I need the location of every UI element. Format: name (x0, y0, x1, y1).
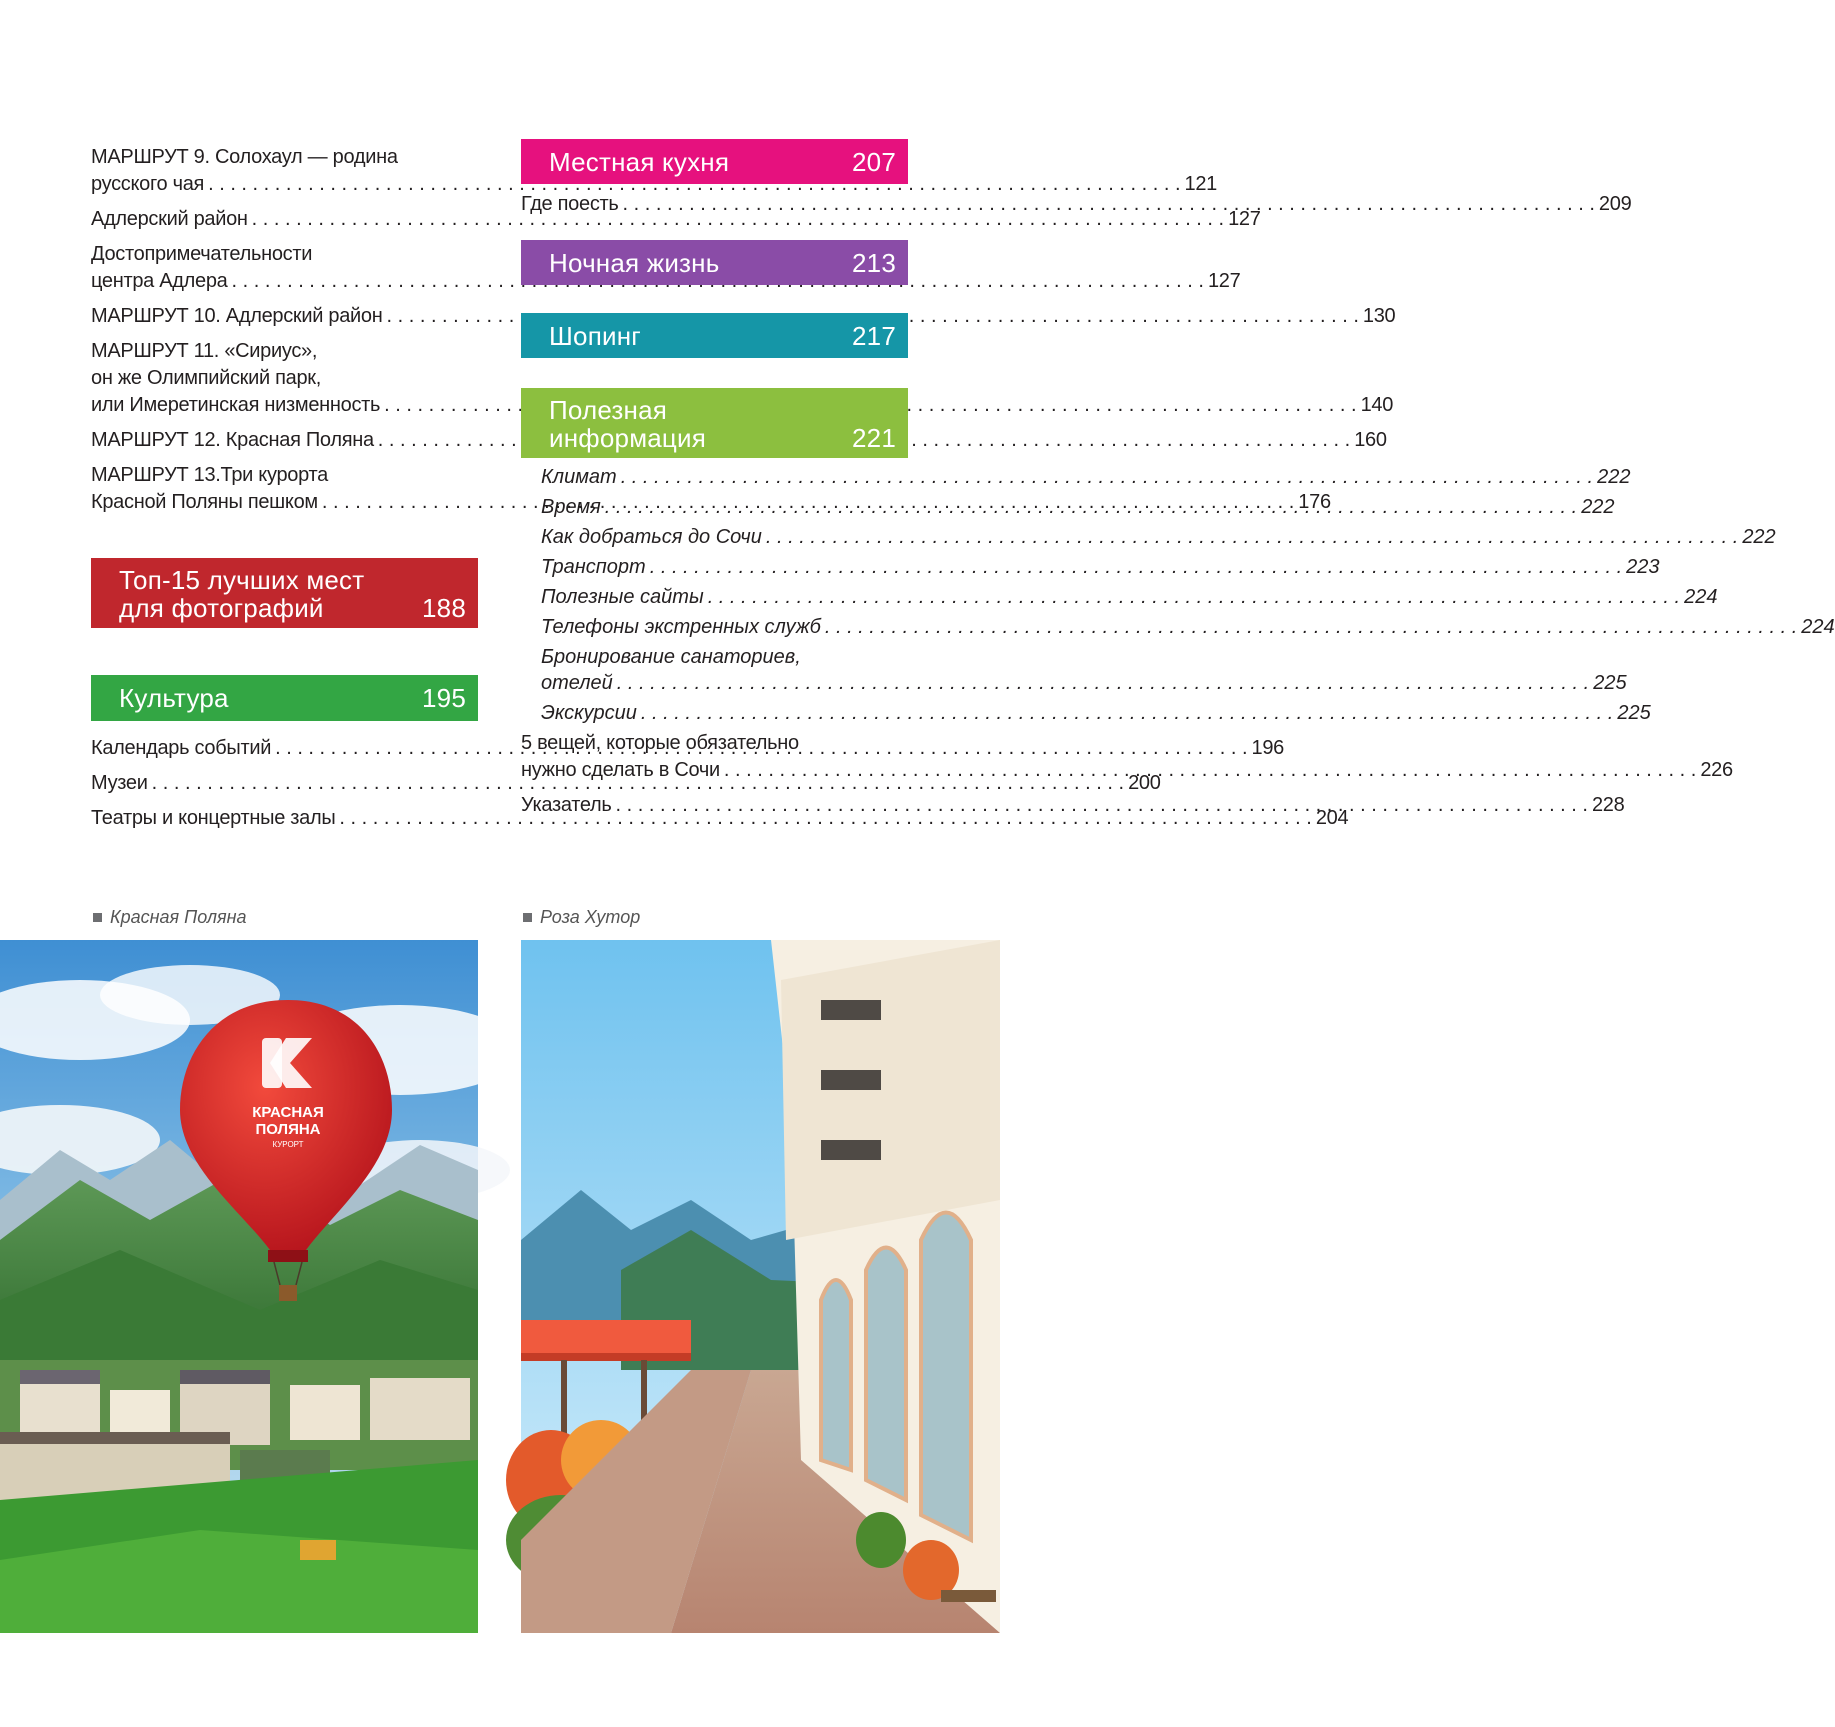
toc-subentry[interactable] (541, 524, 1776, 550)
toc-subentry-title: Транспорт (541, 556, 646, 578)
toc-page-number: 222 (1742, 526, 1776, 548)
dot-leader (825, 614, 1797, 640)
toc-subentry[interactable] (541, 464, 1631, 490)
toc-subentry-title: Время (541, 496, 601, 518)
toc-page-number: 223 (1626, 556, 1660, 578)
toc-page-number: 225 (1617, 702, 1651, 724)
balloon-photo-illustration (0, 940, 478, 1633)
toc-entry-line: МАРШРУТ 9. Солохаул — родина (91, 146, 398, 168)
toc-subentry-title: Телефоны экстренных служб (541, 616, 821, 638)
dot-leader (617, 670, 1589, 696)
banner-page-number: 188 (422, 593, 466, 623)
toc-page-number: 200 (1128, 772, 1161, 794)
toc-page-number: 196 (1251, 737, 1284, 759)
toc-subentry[interactable] (541, 670, 1627, 696)
section-banner-cuisine[interactable] (521, 139, 908, 184)
toc-entry-title: центра Адлера (91, 270, 228, 292)
toc-page-number: 140 (1360, 394, 1394, 416)
toc-subentry-title: Полезные сайты (541, 586, 704, 608)
photo-rosa-khutor (521, 940, 1000, 1633)
toc-page-number: 127 (1228, 208, 1261, 230)
dot-leader (641, 700, 1613, 726)
caption-text: Красная Поляна (110, 907, 247, 927)
toc-subentry[interactable] (541, 700, 1651, 726)
toc-page-number: 222 (1597, 466, 1631, 488)
balloon-logo-text: КРАСНАЯ (252, 1104, 324, 1121)
toc-entry-title: Адлерский район (91, 208, 248, 230)
toc-page-number: 224 (1684, 586, 1718, 608)
toc-entry-title: МАРШРУТ 12. Красная Поляна (91, 429, 374, 451)
toc-entry-title: русского чая (91, 173, 205, 195)
toc-entry-line: он же Олимпийский парк, (91, 367, 322, 389)
caption-square-icon (93, 913, 102, 922)
toc-subentry-title: отелей (541, 672, 613, 694)
toc-subentry-line: Бронирование санаториев, (541, 646, 801, 668)
banner-page-number: 207 (852, 146, 896, 177)
toc-page-number: 204 (1315, 807, 1349, 829)
toc-page-number: 127 (1207, 270, 1241, 292)
banner-page-number: 221 (852, 423, 896, 453)
dot-leader (623, 191, 1595, 218)
toc-entry-title: Указатель (521, 794, 612, 816)
banner-title: Шопинг (549, 320, 641, 351)
banner-page-number: 213 (852, 247, 896, 278)
toc-entry-title: Где поесть (521, 193, 619, 215)
dot-leader (766, 524, 1738, 550)
photo-caption-left (93, 907, 247, 928)
toc-page-number: 160 (1354, 429, 1387, 451)
toc-entry-line: Достопримечательности (91, 243, 313, 265)
banner-title-line: Полезная (549, 395, 668, 425)
toc-subentry[interactable] (541, 614, 1835, 640)
dot-leader (605, 494, 1577, 520)
toc-entry-title: нужно сделать в Сочи (521, 759, 720, 781)
toc-subentry-title: Экскурсии (541, 702, 637, 724)
balloon-logo-text: ПОЛЯНА (255, 1121, 321, 1138)
toc-subentry-title: Как добраться до Сочи (541, 526, 762, 548)
balloon-logo-text: КУРОРТ (272, 1140, 304, 1149)
section-banner-culture[interactable] (91, 675, 478, 721)
toc-page-number: 224 (1801, 616, 1835, 638)
banner-page-number: 195 (422, 683, 466, 713)
section-banner-nightlife[interactable] (521, 240, 908, 285)
toc-entry-title: МАРШРУТ 10. Адлерский район (91, 305, 383, 327)
toc-page-number: 222 (1581, 496, 1615, 518)
section-banner-shopping[interactable] (521, 313, 908, 358)
dot-leader (650, 554, 1622, 580)
toc-page-number: 228 (1591, 794, 1625, 816)
toc-page-number: 121 (1184, 173, 1217, 195)
toc-entry-line: 5 вещей, которые обязательно (521, 732, 799, 754)
section-banner-useful-info[interactable] (521, 388, 908, 458)
banner-title-line: информация (549, 423, 707, 453)
toc-subentry[interactable] (541, 584, 1718, 610)
dot-leader (616, 792, 1588, 819)
toc-entry[interactable] (91, 206, 1261, 233)
toc-entry-line: МАРШРУТ 11. «Сириус», (91, 340, 318, 362)
toc-entry-line: МАРШРУТ 13.Три курорта (91, 464, 328, 486)
toc-subentry-title: Климат (541, 466, 617, 488)
dot-leader (724, 757, 1696, 784)
banner-title: Культура (119, 683, 229, 713)
toc-entry-title: или Имеретинская низменность (91, 394, 381, 416)
toc-entry-title: Музеи (91, 772, 148, 794)
photo-krasnaya-polyana (0, 940, 478, 1633)
section-banner-photo-places[interactable] (91, 558, 478, 628)
photo-caption-right (523, 907, 640, 928)
banner-page-number: 217 (852, 320, 896, 351)
toc-page-number: 225 (1593, 672, 1627, 694)
caption-text: Роза Хутор (540, 907, 641, 927)
dot-leader (621, 464, 1593, 490)
toc-entry[interactable] (91, 303, 1396, 330)
toc-page-number: 226 (1700, 759, 1733, 781)
caption-square-icon (523, 913, 532, 922)
banner-title: Местная кухня (549, 146, 730, 177)
toc-entry-title: Красной Поляны пешком (91, 491, 318, 513)
toc-entry-title: Календарь событий (91, 737, 272, 759)
toc-page-number: 130 (1362, 305, 1396, 327)
dot-leader (708, 584, 1680, 610)
toc-entry-title: Театры и концертные залы (91, 807, 336, 829)
toc-subentry[interactable] (541, 554, 1660, 580)
promenade-photo-illustration (521, 940, 1000, 1633)
toc-entry[interactable] (521, 191, 1632, 218)
toc-page-number: 209 (1598, 193, 1632, 215)
banner-title-line: для фотографий (119, 593, 324, 623)
toc-page-number: 176 (1298, 491, 1331, 513)
banner-title: Ночная жизнь (549, 247, 720, 278)
banner-title-line: Топ-15 лучших мест (119, 565, 365, 595)
